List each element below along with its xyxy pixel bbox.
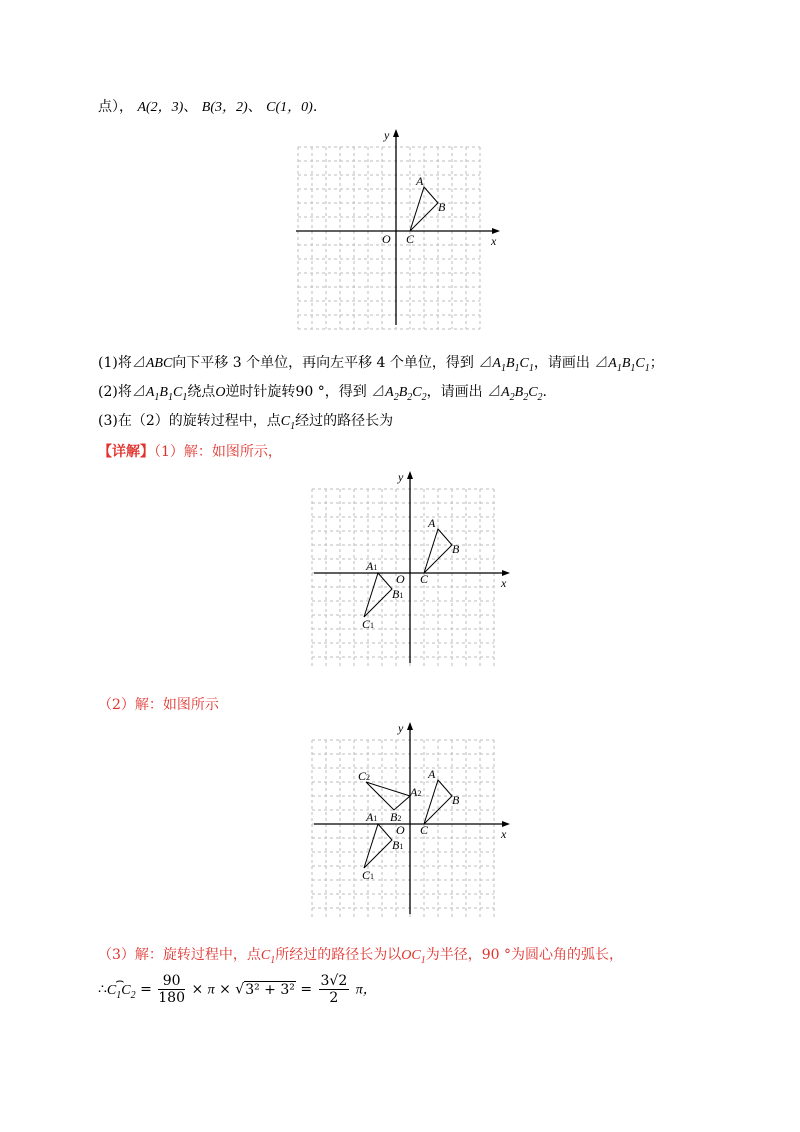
question-2: (2)将$⊿A_1B_1C_1$绕点O逆时针旋转90 °，得到 $⊿A_2B_2C_2$，请画出 $⊿A_2B_2C_2$. (98, 384, 547, 403)
label-O: O (396, 823, 405, 837)
label-B1: B1 (392, 587, 404, 601)
label-A: A (416, 174, 424, 188)
label-B: B (452, 542, 460, 556)
figure-original-triangle (290, 125, 510, 330)
label-x: x (501, 827, 507, 841)
label-O: O (382, 232, 391, 246)
figure-rotated-triangle (308, 718, 518, 918)
question-3: (3)在（2）的旋转过程中，点$C_1$经过的路径长为 (98, 413, 394, 432)
label-B1: B1 (392, 838, 404, 852)
label-y: y (398, 470, 404, 484)
label-y: y (384, 128, 390, 142)
label-C: C (406, 232, 415, 246)
label-A2: A2 (410, 785, 422, 799)
label-A: A (428, 516, 436, 530)
label-x: x (491, 234, 497, 248)
question-1: (1)将⊿ABC向下平移 3 个单位，再向左平移 4 个单位，得到 $⊿A_1B_1C_1$，请画出 $⊿A_1B_1C_1$； (98, 355, 664, 374)
label-B: B (438, 200, 446, 214)
label-C2: C2 (358, 769, 371, 783)
label-C1: C1 (362, 868, 375, 882)
answer-part-3: （3）解：旋转过程中，点$C_1$所经过的路径长为以$OC_1$为半径，90 °为圆心角的弧长， (98, 947, 623, 966)
label-A1: A1 (366, 810, 378, 824)
label-A: A (428, 767, 436, 781)
label-C: C (420, 572, 429, 586)
label-C: C (420, 823, 429, 837)
label-O: O (396, 572, 405, 586)
figure-translated-triangle (308, 467, 518, 667)
label-C1: C1 (362, 617, 375, 631)
label-A1: A1 (366, 559, 378, 573)
fraction-result: $\frac{3√2}{2}$ (320, 973, 348, 1006)
label-B: B (452, 793, 460, 807)
answer-part-1: 【详解】（1）解：如图所示， (98, 444, 282, 460)
label-x: x (501, 576, 507, 590)
arc-length-formula: $\therefore C_1C_2$ ⌢ = $\frac{90}{180}$ × π × √3² + 3² = $\frac{3√2}{2}$ π， (98, 973, 377, 1006)
label-y: y (398, 721, 404, 735)
answer-part-2: （2）解：如图所示 (98, 697, 219, 713)
label-B2: B2 (390, 810, 402, 824)
intro-line: 点）， A(2，3)、 B(3，2)、 C(1，0). (98, 99, 318, 115)
fraction-90-180: $\frac{90}{180}$ (158, 973, 185, 1006)
